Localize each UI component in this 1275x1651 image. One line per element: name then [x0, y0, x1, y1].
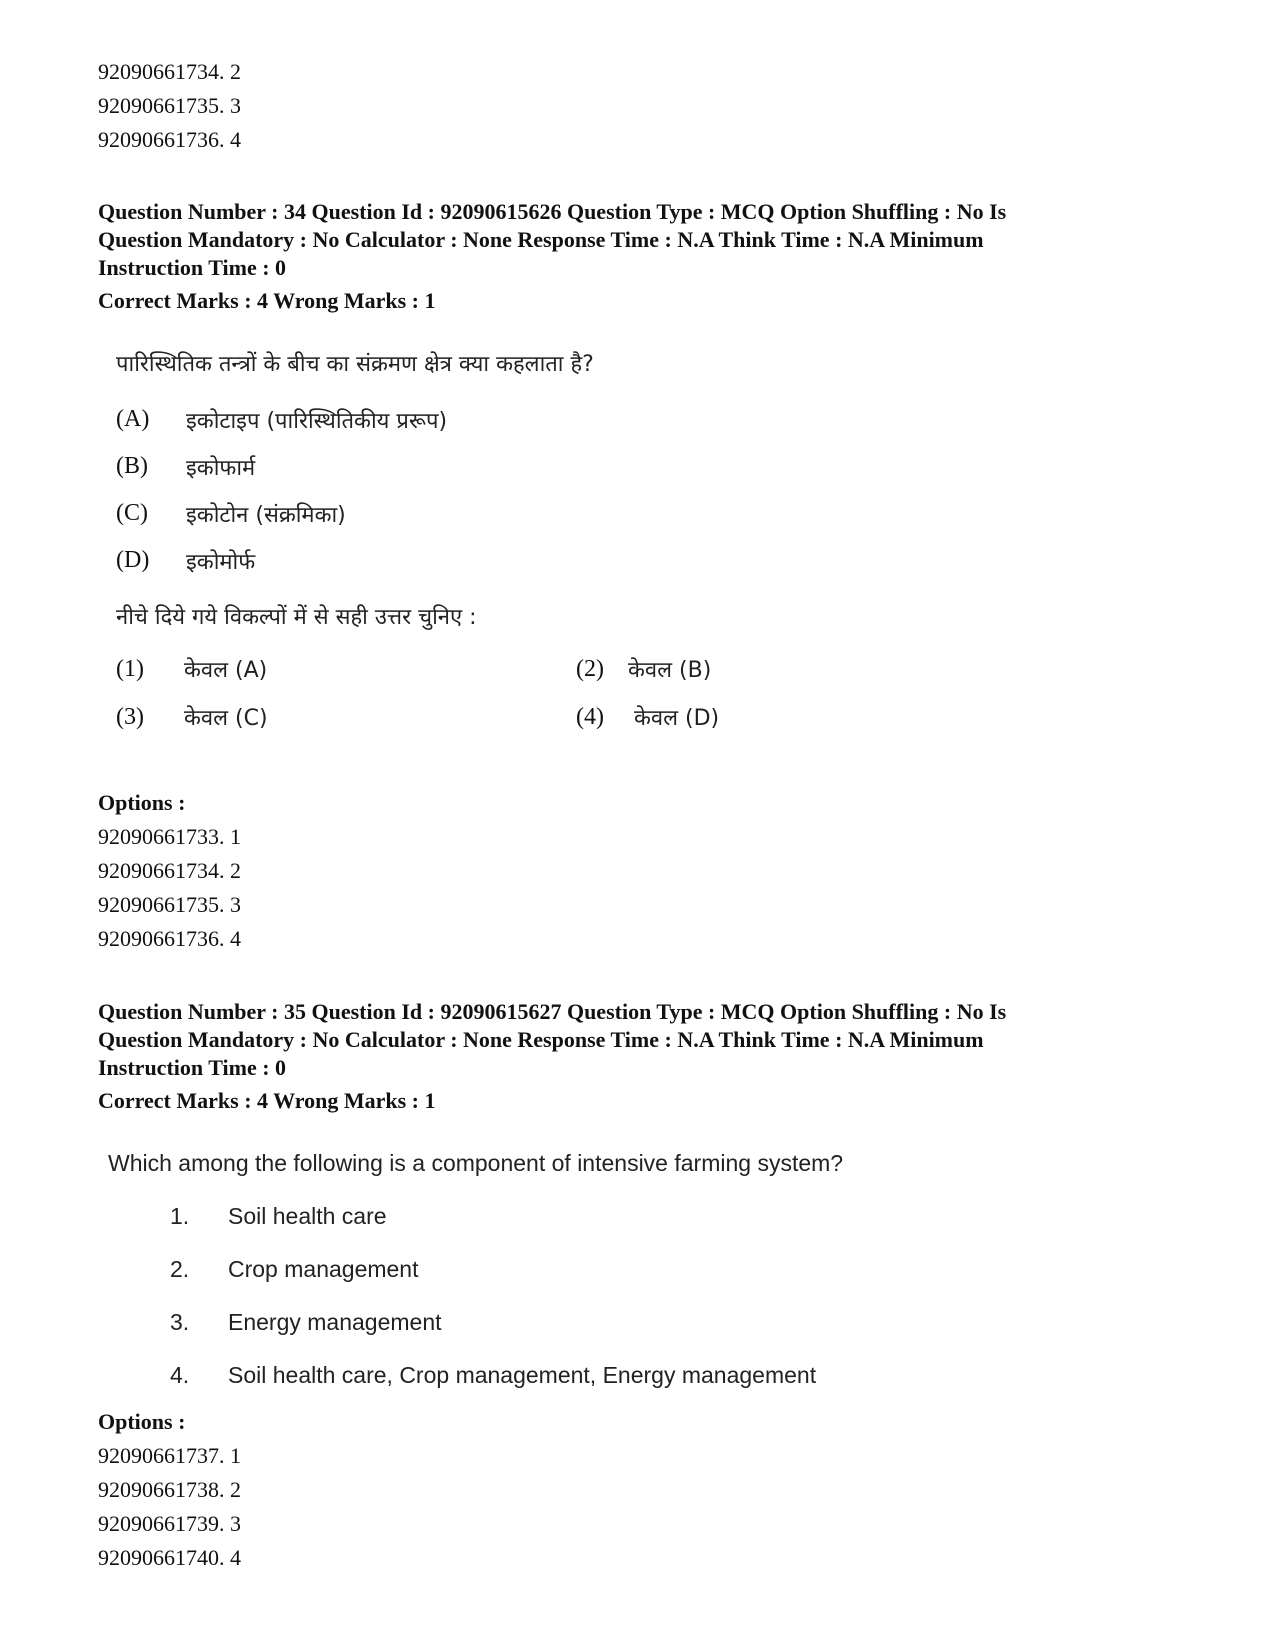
option-line: 92090661737. 1 [98, 1443, 241, 1468]
q34-choice [116, 650, 576, 688]
choice-text: Soil health care [228, 1203, 387, 1229]
q35-marks: Correct Marks : 4 Wrong Marks : 1 [98, 1088, 436, 1113]
q34-body [116, 350, 876, 736]
option-line: 92090661736. 4 [98, 127, 241, 152]
q34-marks: Correct Marks : 4 Wrong Marks : 1 [98, 288, 436, 313]
q34-choices [116, 650, 876, 736]
q34-header-line: Question Mandatory : No Calculator : None Response Time : N.A Think Time : N.A Minimum [98, 227, 984, 252]
q34-options [98, 786, 241, 956]
q34-question-text: पारिस्थितिक तन्त्रों के बीच का संक्रमण क्षेत्र क्या कहलाता है? [116, 352, 594, 377]
option-line: 92090661735. 3 [98, 93, 241, 118]
choice-number: 4. [170, 1362, 190, 1388]
q35-question-text: Which among the following is a component of intensive farming system? [108, 1150, 844, 1176]
q34-statement [116, 396, 876, 443]
options-label: Options : [98, 1409, 186, 1434]
choice-number: 3. [170, 1309, 190, 1335]
option-line: 92090661738. 2 [98, 1477, 241, 1502]
option-line: 92090661734. 2 [98, 59, 241, 84]
q35-choices [108, 1190, 843, 1402]
q35-choice [170, 1243, 843, 1296]
q35-choice [170, 1296, 843, 1349]
options-label: Options : [98, 790, 186, 815]
q35-choice [170, 1190, 843, 1243]
q35-header-line: Instruction Time : 0 [98, 1055, 287, 1080]
choice-number: 2. [170, 1256, 190, 1282]
q35-body [108, 1148, 843, 1402]
q34-header-line: Instruction Time : 0 [98, 255, 287, 280]
q34-statement [116, 537, 876, 584]
statement-key: (D) [116, 547, 150, 573]
statement-text: इकोटोन (संक्रमिका) [186, 502, 346, 528]
option-line: 92090661736. 4 [98, 926, 241, 951]
choice-text: केवल (C) [184, 706, 268, 731]
choice-text: Energy management [228, 1309, 442, 1335]
statement-text: इकोटाइप (पारिस्थितिकीय प्ररूप) [186, 408, 448, 434]
choice-text: केवल (A) [184, 658, 268, 683]
option-line: 92090661735. 3 [98, 892, 241, 917]
q34-header [98, 198, 1006, 315]
choice-text: Crop management [228, 1256, 419, 1282]
choice-number: (2) [576, 655, 604, 682]
option-line: 92090661739. 3 [98, 1511, 241, 1536]
choice-number: (3) [116, 703, 144, 730]
q35-header [98, 998, 1006, 1115]
q35-options [98, 1405, 241, 1575]
choice-text: Soil health care, Crop management, Energy management [228, 1362, 817, 1388]
option-line: 92090661740. 4 [98, 1545, 241, 1570]
choice-number: 1. [170, 1203, 190, 1229]
choice-text: केवल (B) [628, 658, 712, 683]
q35-choice [170, 1349, 843, 1402]
statement-key: (B) [116, 453, 148, 479]
q35-header-line: Question Mandatory : No Calculator : None Response Time : N.A Think Time : N.A Minimum [98, 1027, 984, 1052]
q34-choice [576, 698, 876, 736]
statement-text: इकोमोर्फ [186, 549, 256, 575]
statement-key: (A) [116, 406, 150, 432]
choice-text: केवल (D) [634, 706, 720, 731]
q34-statement [116, 490, 876, 537]
option-line: 92090661733. 1 [98, 824, 241, 849]
statement-text: इकोफार्म [186, 455, 256, 481]
q34-instruction: नीचे दिये गये विकल्पों में से सही उत्तर चुनिए : [116, 605, 477, 630]
option-line: 92090661734. 2 [98, 858, 241, 883]
q35-header-line: Question Number : 35 Question Id : 92090615627 Question Type : MCQ Option Shuffling : No Is [98, 999, 1007, 1024]
q34-statements [116, 396, 876, 584]
choice-number: (4) [576, 703, 604, 730]
choice-number: (1) [116, 655, 144, 682]
q34-header-line: Question Number : 34 Question Id : 92090615626 Question Type : MCQ Option Shuffling : No Is [98, 199, 1007, 224]
statement-key: (C) [116, 500, 148, 526]
q34-choice [116, 698, 576, 736]
previous-options-list [98, 55, 241, 157]
q34-choice [576, 650, 876, 688]
q34-statement [116, 443, 876, 490]
